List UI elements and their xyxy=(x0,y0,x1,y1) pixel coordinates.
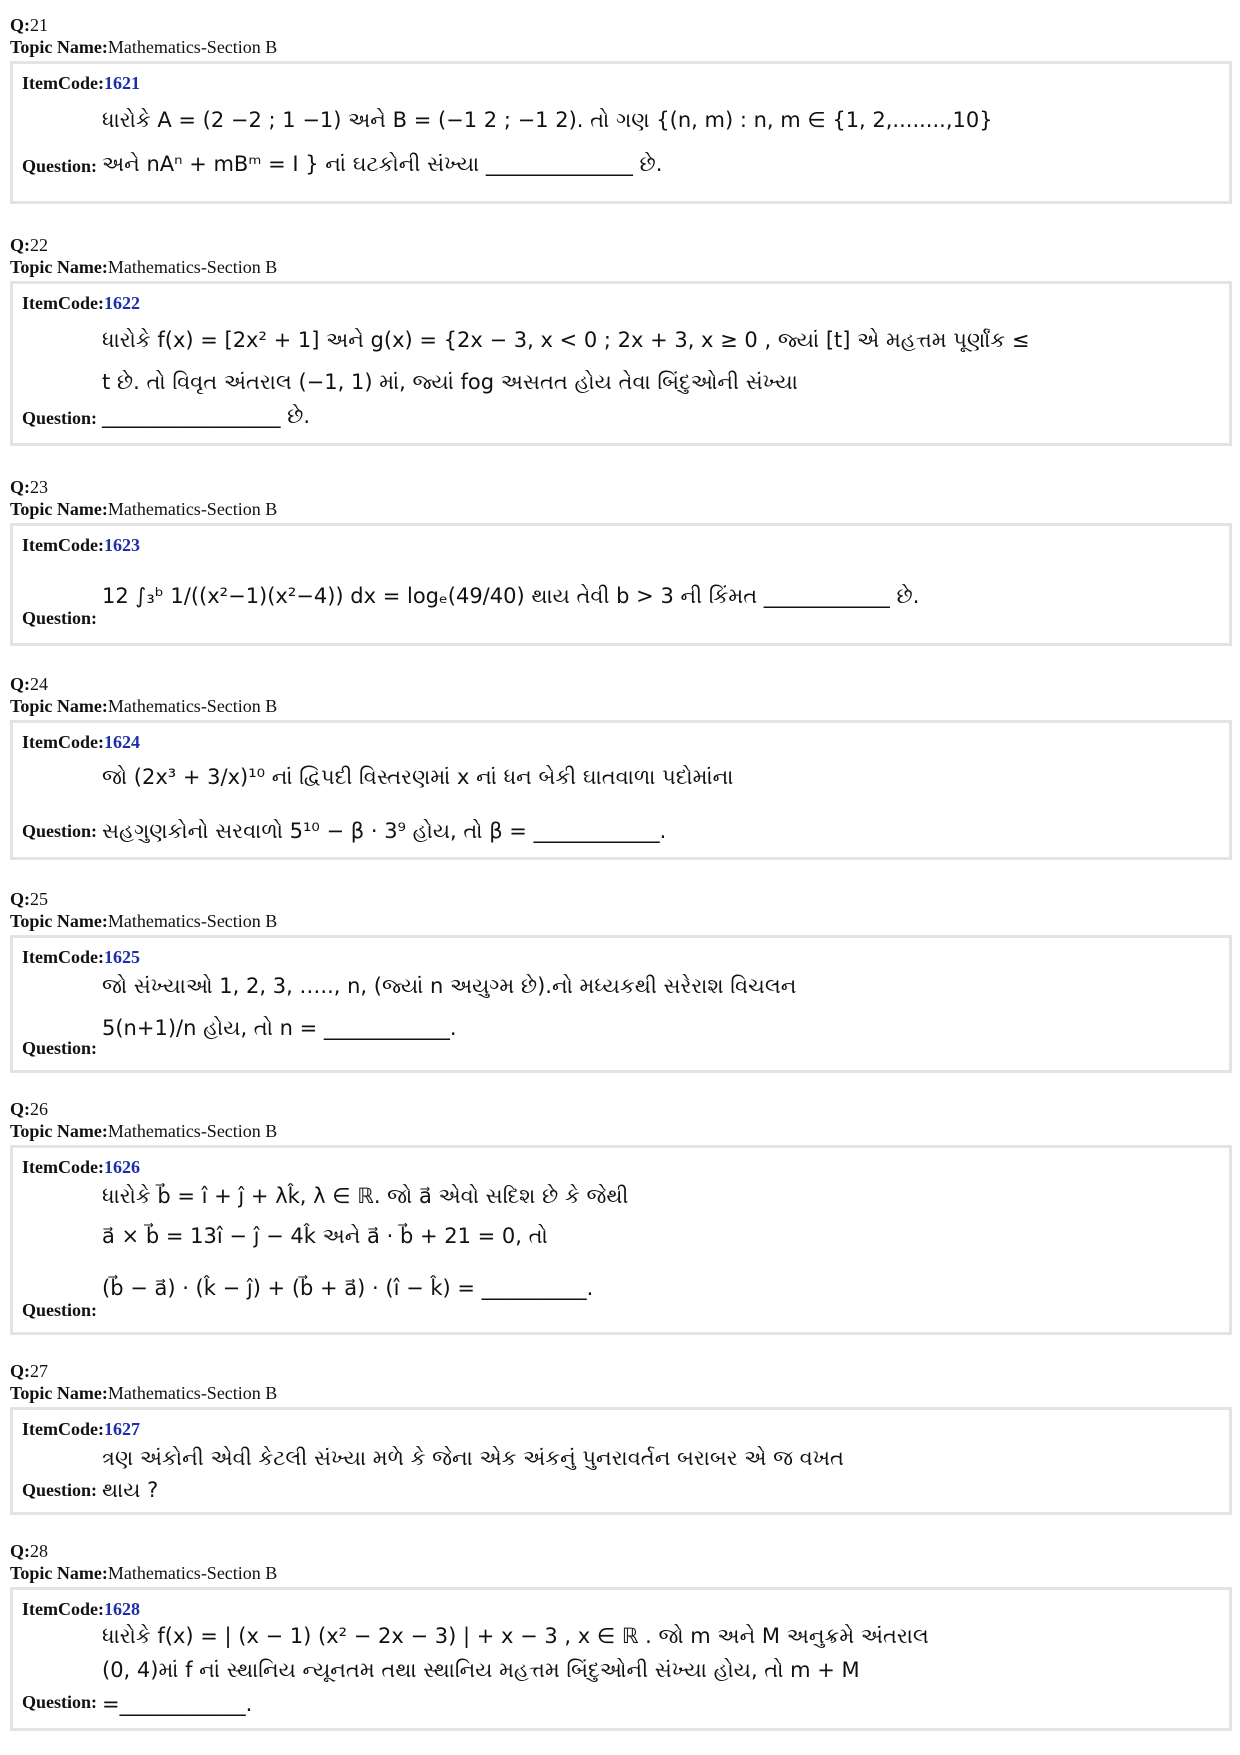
topic-label: Topic Name: xyxy=(10,911,108,931)
item-code: 1626 xyxy=(103,1157,140,1177)
question-line-1: ધારોકે f(x) = | (x − 1) (x² − 2x − 3) | + x − 3 , x ∈ ℝ . જો m અને M અનુક્રમે અંતરાલ xyxy=(102,1624,929,1648)
topic-name: Mathematics-Section B xyxy=(107,37,278,57)
item-code: 1623 xyxy=(103,535,140,555)
q-label: Q: xyxy=(10,1361,30,1381)
question-line-2: t છે. તો વિવૃત અંતરાલ (−1, 1) માં, જ્યાં fog અસતત હોય તેવા બિંદુઓની સંખ્યા xyxy=(102,370,798,394)
itemcode-label: ItemCode: xyxy=(22,293,104,313)
question-card xyxy=(10,1407,1232,1515)
q-number: 25 xyxy=(30,889,48,909)
q-number: 26 xyxy=(30,1099,48,1119)
question-label: Question: xyxy=(22,608,98,628)
question-card xyxy=(10,720,1232,860)
question-block-28 xyxy=(10,1540,1232,1731)
question-line-2: (0, 4)માં f નાં સ્થાનિય ન્યૂનતમ તથા સ્થાનિય મહત્તમ બિંદુઓની સંખ્યા હોય, તો m + M xyxy=(102,1658,860,1682)
topic-label: Topic Name: xyxy=(10,1563,108,1583)
itemcode-label: ItemCode: xyxy=(22,535,104,555)
question-card xyxy=(10,523,1232,646)
question-line-1: ધારોકે b⃗ = î + ĵ + λk̂, λ ∈ ℝ. જો a⃗ એવો સદિશ છે કે જેથી xyxy=(102,1184,629,1208)
q-label: Q: xyxy=(10,674,30,694)
question-block-21 xyxy=(10,14,1232,204)
item-code: 1621 xyxy=(103,73,140,93)
itemcode-label: ItemCode: xyxy=(22,1599,104,1619)
question-block-25 xyxy=(10,888,1232,1073)
question-line-3: _________________ છે. xyxy=(102,404,311,428)
topic-label: Topic Name: xyxy=(10,37,108,57)
topic-label: Topic Name: xyxy=(10,1383,108,1403)
itemcode-label: ItemCode: xyxy=(22,1157,104,1177)
q-number: 24 xyxy=(30,674,48,694)
item-code: 1627 xyxy=(103,1419,140,1439)
q-label: Q: xyxy=(10,477,30,497)
question-line-2: સહગુણકોનો સરવાળો 5¹⁰ − β · 3⁹ હોય, તો β = ____________. xyxy=(102,819,667,843)
question-line-2: a⃗ × b⃗ = 13î − ĵ − 4k̂ અને a⃗ · b⃗ + 21 = 0, તો xyxy=(102,1224,548,1248)
question-label: Question: xyxy=(22,1480,98,1500)
q-label: Q: xyxy=(10,235,30,255)
question-line-1: જો સંખ્યાઓ 1, 2, 3, ….., n, (જ્યાં n અયુગ્મ છે).નો મધ્યકથી સરેરાશ વિચલન xyxy=(102,974,797,998)
item-code: 1625 xyxy=(103,947,140,967)
question-line-1: ધારોકે f(x) = [2x² + 1] અને g(x) = {2x − 3, x < 0 ; 2x + 3, x ≥ 0 , જ્યાં [t] એ મહત્તમ પૂર્ણાંક ≤ xyxy=(102,328,1030,352)
question-card xyxy=(10,61,1232,204)
topic-label: Topic Name: xyxy=(10,499,108,519)
question-block-24 xyxy=(10,673,1232,860)
topic-name: Mathematics-Section B xyxy=(107,1383,278,1403)
question-line-3: (b⃗ − a⃗) · (k̂ − ĵ) + (b⃗ + a⃗) · (î − k̂) = __________. xyxy=(102,1276,594,1300)
question-label: Question: xyxy=(22,1300,98,1320)
question-block-27 xyxy=(10,1360,1232,1515)
itemcode-label: ItemCode: xyxy=(22,73,104,93)
question-line-2: 5(n+1)/n હોય, તો n = ____________. xyxy=(102,1016,457,1040)
question-block-22 xyxy=(10,234,1232,446)
topic-name: Mathematics-Section B xyxy=(107,499,278,519)
q-number: 28 xyxy=(30,1541,48,1561)
topic-name: Mathematics-Section B xyxy=(107,696,278,716)
question-label: Question: xyxy=(22,1692,98,1712)
item-code: 1622 xyxy=(103,293,140,313)
question-label: Question: xyxy=(22,156,98,176)
q-label: Q: xyxy=(10,15,30,35)
question-line-2: અને nAⁿ + mBᵐ = I } નાં ઘટકોની સંખ્યા ______________ છે. xyxy=(102,152,663,176)
question-card xyxy=(10,1145,1232,1335)
item-code: 1628 xyxy=(103,1599,140,1619)
question-line-2: થાય ? xyxy=(102,1478,159,1502)
topic-label: Topic Name: xyxy=(10,696,108,716)
q-label: Q: xyxy=(10,889,30,909)
q-number: 21 xyxy=(30,15,48,35)
question-line-1: ત્રણ અંકોની એવી કેટલી સંખ્યા મળે કે જેના એક અંકનું પુનરાવર્તન બરાબર એ જ વખત xyxy=(102,1446,844,1470)
q-label: Q: xyxy=(10,1099,30,1119)
q-number: 27 xyxy=(30,1361,48,1381)
question-label: Question: xyxy=(22,408,98,428)
question-line-1: ધારોકે A = (2 −2 ; 1 −1) અને B = (−1 2 ; −1 2). તો ગણ {(n, m) : n, m ∈ {1, 2,........,10} xyxy=(102,108,993,132)
itemcode-label: ItemCode: xyxy=(22,732,104,752)
question-block-26 xyxy=(10,1098,1232,1335)
topic-label: Topic Name: xyxy=(10,1121,108,1141)
question-card xyxy=(10,935,1232,1073)
q-number: 23 xyxy=(30,477,48,497)
question-label: Question: xyxy=(22,821,98,841)
question-line-1: જો (2x³ + 3/x)¹⁰ નાં દ્વિપદી વિસ્તરણમાં x નાં ધન બેકી ઘાતવાળા પદોમાંના xyxy=(102,765,734,789)
topic-name: Mathematics-Section B xyxy=(107,911,278,931)
q-number: 22 xyxy=(30,235,48,255)
question-card xyxy=(10,1587,1232,1731)
question-label: Question: xyxy=(22,1038,98,1058)
question-line-3: =____________. xyxy=(102,1692,253,1716)
item-code: 1624 xyxy=(103,732,140,752)
question-block-23 xyxy=(10,476,1232,646)
topic-label: Topic Name: xyxy=(10,257,108,277)
question-card xyxy=(10,281,1232,446)
topic-name: Mathematics-Section B xyxy=(107,1121,278,1141)
topic-name: Mathematics-Section B xyxy=(107,257,278,277)
question-line-1: 12 ∫₃ᵇ 1/((x²−1)(x²−4)) dx = logₑ(49/40) થાય તેવી b > 3 ની કિંમત ____________ છે. xyxy=(102,584,920,608)
q-label: Q: xyxy=(10,1541,30,1561)
itemcode-label: ItemCode: xyxy=(22,947,104,967)
itemcode-label: ItemCode: xyxy=(22,1419,104,1439)
topic-name: Mathematics-Section B xyxy=(107,1563,278,1583)
